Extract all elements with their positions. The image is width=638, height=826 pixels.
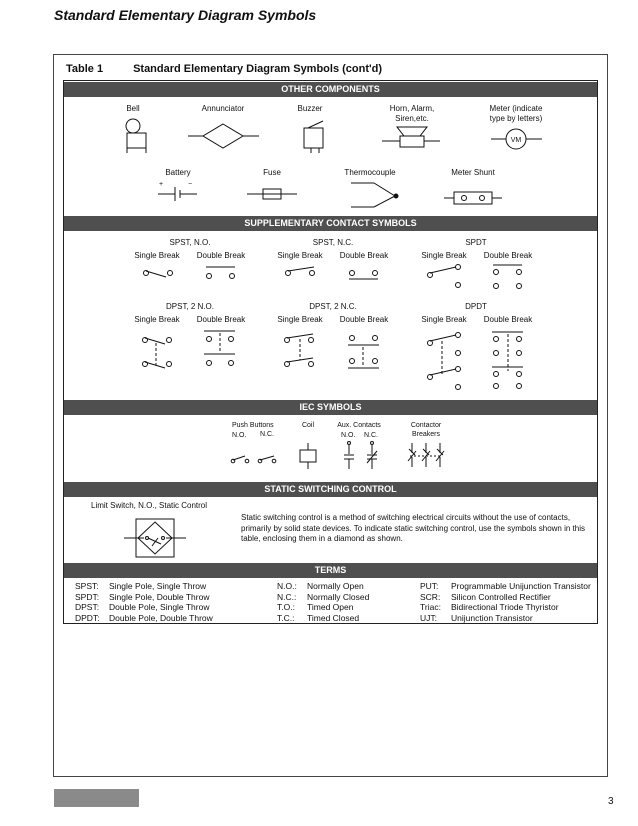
label-double-break: Double Break: [339, 315, 389, 324]
label-dpdt: DPDT: [465, 302, 487, 311]
horn-symbol: [382, 127, 440, 147]
label-single-break: Single Break: [277, 251, 323, 260]
label-single-break: Single Break: [134, 315, 180, 324]
limit-switch-static-symbol: [124, 519, 186, 557]
label-double-break: Double Break: [196, 315, 246, 324]
dpst-2no-single-break: [143, 338, 172, 369]
iec-push-button-no: [231, 456, 249, 463]
table-heading: [66, 63, 382, 75]
bell-symbol: [126, 119, 146, 153]
label-pb-nc: N.C.: [260, 431, 274, 438]
label-push-buttons: Push Buttons: [232, 422, 274, 429]
spst-no-double-break: [206, 267, 235, 279]
term-row: N.C.: Normally Closed: [277, 591, 370, 602]
dpst-2nc-double-break: [348, 336, 379, 369]
section-header-iec: IEC SYMBOLS: [64, 400, 597, 415]
label-meter-shunt: Meter Shunt: [451, 168, 495, 177]
dpdt-single-break: [428, 333, 461, 390]
label-double-break: Double Break: [339, 251, 389, 260]
label-contactor: Contactor: [410, 422, 442, 429]
static-description: Static switching control is a method of switching electrical circuits without the use of contacts, primarily by solid state devices. To indicate static switching control, use the symbols shown in this table, enclosing them in a diamond as shown.: [241, 513, 586, 543]
label-aux-contacts: Aux. Contacts: [337, 422, 381, 429]
section-header-terms: TERMS: [64, 563, 597, 578]
dpst-2nc-single-break: [285, 334, 314, 367]
label-pb-no: N.O.: [232, 432, 247, 439]
section-header-other-components: OTHER COMPONENTS: [64, 82, 597, 97]
label-battery: Battery: [165, 168, 191, 177]
symbols-table: [63, 80, 598, 624]
iec-aux-contact-no: [344, 442, 354, 470]
term-row: Triac: Bidirectional Triode Thyristor: [420, 602, 559, 612]
label-thermocouple: Thermocouple: [344, 168, 396, 177]
spst-no-single-break: [144, 271, 173, 278]
label-single-break: Single Break: [421, 315, 467, 324]
term-row: N.O.: Normally Open: [277, 581, 364, 591]
page-title: Standard Elementary Diagram Symbols: [54, 7, 317, 23]
label-dpst-2nc: DPST, 2 N.C.: [309, 302, 357, 311]
section-header-supplementary: SUPPLEMENTARY CONTACT SYMBOLS: [64, 216, 597, 231]
dpdt-double-break: [492, 332, 523, 389]
page-number: 3: [608, 796, 614, 807]
fuse-symbol: [247, 189, 297, 199]
label-double-break: Double Break: [196, 251, 246, 260]
section-header-static: STATIC SWITCHING CONTROL: [64, 482, 597, 497]
label-aux-no: N.O.: [341, 432, 356, 439]
label-single-break: Single Break: [421, 251, 467, 260]
label-aux-nc: N.C.: [364, 432, 378, 439]
label-single-break: Single Break: [134, 251, 180, 260]
label-spst-no: SPST, N.O.: [169, 238, 211, 247]
label-meter-l2: type by letters): [489, 114, 543, 123]
label-spdt: SPDT: [465, 238, 487, 247]
label-horn-l2: Siren,etc.: [395, 114, 429, 123]
iec-contactor-breakers: [408, 443, 444, 467]
battery-plus: +: [159, 181, 164, 188]
table-title: Standard Elementary Diagram Symbols (cont'd): [133, 63, 383, 75]
footer-tab: [54, 789, 139, 807]
term-row: T.O.: Timed Open: [277, 602, 354, 612]
table-number: Table 1: [66, 63, 104, 75]
meter-inner-text: VM: [510, 137, 522, 144]
dpst-2no-double-break: [204, 331, 235, 366]
buzzer-symbol: [304, 121, 323, 153]
iec-coil: [300, 443, 316, 469]
term-row: PUT: Programmable Unijunction Transistor: [420, 581, 591, 591]
label-double-break: Double Break: [483, 251, 533, 260]
label-double-break: Double Break: [483, 315, 533, 324]
spst-nc-double-break: [349, 271, 378, 280]
term-row: UJT: Unijunction Transistor: [420, 612, 533, 623]
spst-nc-single-break: [286, 267, 315, 276]
term-row: SCR: Silicon Controlled Rectifier: [420, 591, 551, 602]
label-bell: Bell: [126, 104, 140, 113]
spdt-double-break: [493, 265, 522, 289]
label-meter-l1: Meter (indicate: [489, 104, 543, 113]
term-row: T.C.: Timed Closed: [277, 612, 360, 623]
thermocouple-symbol: [351, 183, 398, 207]
label-dpst-2no: DPST, 2 N.O.: [165, 302, 215, 311]
label-annunciator: Annunciator: [201, 104, 245, 113]
label-horn-l1: Horn, Alarm,: [389, 104, 435, 113]
label-single-break: Single Break: [277, 315, 323, 324]
iec-aux-contact-nc: [367, 442, 377, 470]
label-buzzer: Buzzer: [297, 104, 323, 113]
label-breakers: Breakers: [411, 431, 441, 438]
term-row: DPDT: Double Pole, Double Throw: [75, 612, 213, 623]
label-spst-nc: SPST, N.C.: [312, 238, 354, 247]
meter-shunt-symbol: [444, 192, 502, 204]
iec-push-button-nc: [258, 456, 276, 463]
battery-symbol: [158, 187, 197, 201]
spdt-single-break: [428, 265, 461, 288]
label-fuse: Fuse: [263, 168, 281, 177]
battery-minus: −: [188, 181, 193, 188]
term-row: DPST: Double Pole, Single Throw: [75, 602, 210, 612]
label-coil: Coil: [301, 422, 315, 429]
term-row: SPST: Single Pole, Single Throw: [75, 581, 207, 591]
term-row: SPDT: Single Pole, Double Throw: [75, 591, 210, 602]
label-limit-switch: Limit Switch, N.O., Static Control: [91, 501, 208, 510]
annunciator-symbol: [188, 124, 259, 148]
